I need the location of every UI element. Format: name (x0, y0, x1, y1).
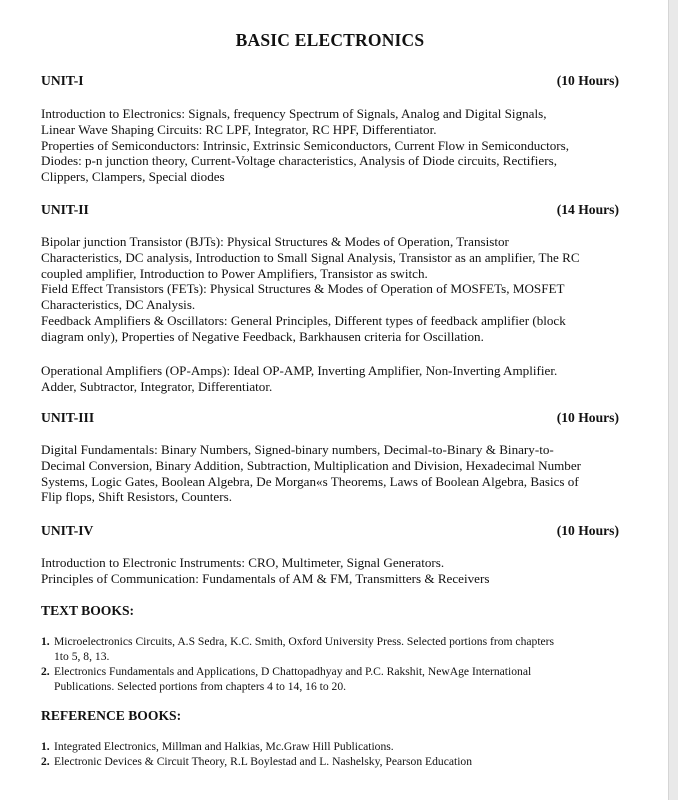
reference-books-heading: REFERENCE BOOKS: (41, 708, 182, 723)
text-book-2-number: 2. (41, 665, 50, 678)
unit-1-hours: (10 Hours) (556, 73, 619, 88)
reference-book-1-number: 1. (41, 740, 50, 753)
reference-books-list (41, 739, 616, 769)
unit-2-hours: (14 Hours) (556, 202, 619, 217)
reference-book-1: Integrated Electronics, Millman and Halkias, Mc.Graw Hill Publications. (54, 740, 394, 753)
text-books-heading: TEXT BOOKS: (41, 603, 135, 618)
list-item (41, 664, 616, 694)
unit-1-content: Introduction to Electronics: Signals, frequency Spectrum of Signals, Analog and Digital Signals, Linear Wave Shaping Circuits: RC LPF, Integrator, RC HPF, Differentiator. Properties of Semiconductors: Intrinsic, Extrinsic Semiconductors, Current Flow in Semiconductors, Diodes: p-n junction theory, Current-Voltage characteristics, Analysis of Diode circuits, Rectifiers, Clippers, Clampers, Special diodes (41, 106, 570, 185)
reference-book-2: Electronic Devices & Circuit Theory, R.L Boylestad and L. Nashelsky, Pearson Education (54, 755, 473, 768)
unit-3-content: Digital Fundamentals: Binary Numbers, Signed-binary numbers, Decimal-to-Binary & Binary-to- Decimal Conversion, Binary Addition, Subtraction, Multiplication and Division, Hexadecimal Number Systems, Logic Gates, Boolean Algebra, De Morgan«s Theorems, Laws of Boolean Algebra, Basics of Flip flops, Shift Resistors, Counters. (41, 442, 582, 505)
unit-3-title: UNIT-III (41, 410, 95, 425)
reference-book-2-number: 2. (41, 755, 50, 768)
unit-2-content-opamps: Operational Amplifiers (OP-Amps): Ideal OP-AMP, Inverting Amplifier, Non-Inverting Amplifier. Adder, Subtractor, Integrator, Differentiator. (41, 363, 558, 394)
unit-3-hours: (10 Hours) (556, 410, 619, 425)
unit-4-content: Introduction to Electronic Instruments: CRO, Multimeter, Signal Generators. Principles of Communication: Fundamentals of AM & FM, Transmitters & Receivers (41, 555, 490, 586)
unit-2-header (41, 202, 619, 218)
unit-1-title: UNIT-I (41, 73, 84, 88)
text-book-1-number: 1. (41, 635, 50, 648)
list-item (41, 754, 616, 769)
unit-4-title: UNIT-IV (41, 523, 94, 538)
unit-2-content: Bipolar junction Transistor (BJTs): Physical Structures & Modes of Operation, Transistor Characteristics, DC analysis, Introduction to Small Signal Analysis, Transistor as an amplifier, The RC coupled amplifier, Introduction to Power Amplifiers, Transistor as switch. Field Effect Transistors (FETs): Physical Structures & Modes of Operation of MOSFETs, MOSFET Characteristics, DC Analysis. Feedback Amplifiers & Oscillators: General Principles, Different types of feedback amplifier (block diagram only), Properties of Negative Feedback, Barkhausen criteria for Oscillation. (41, 234, 580, 344)
list-item (41, 634, 616, 664)
list-item (41, 739, 616, 754)
page-title: BASIC ELECTRONICS (235, 30, 425, 50)
unit-1-header (41, 73, 619, 89)
text-book-1: Microelectronics Circuits, A.S Sedra, K.C. Smith, Oxford University Press. Selected portions from chapters 1to 5, 8, 13. (54, 635, 555, 663)
unit-4-hours: (10 Hours) (556, 523, 619, 538)
unit-2-title: UNIT-II (41, 202, 89, 217)
text-book-2: Electronics Fundamentals and Applications, D Chattopadhyay and P.C. Rakshit, NewAge International Publications. Selected portions from chapters 4 to 14, 16 to 20. (54, 665, 532, 693)
page-edge (668, 0, 678, 800)
unit-3-header (41, 410, 619, 426)
text-books-list (41, 634, 616, 694)
unit-4-header (41, 523, 619, 539)
